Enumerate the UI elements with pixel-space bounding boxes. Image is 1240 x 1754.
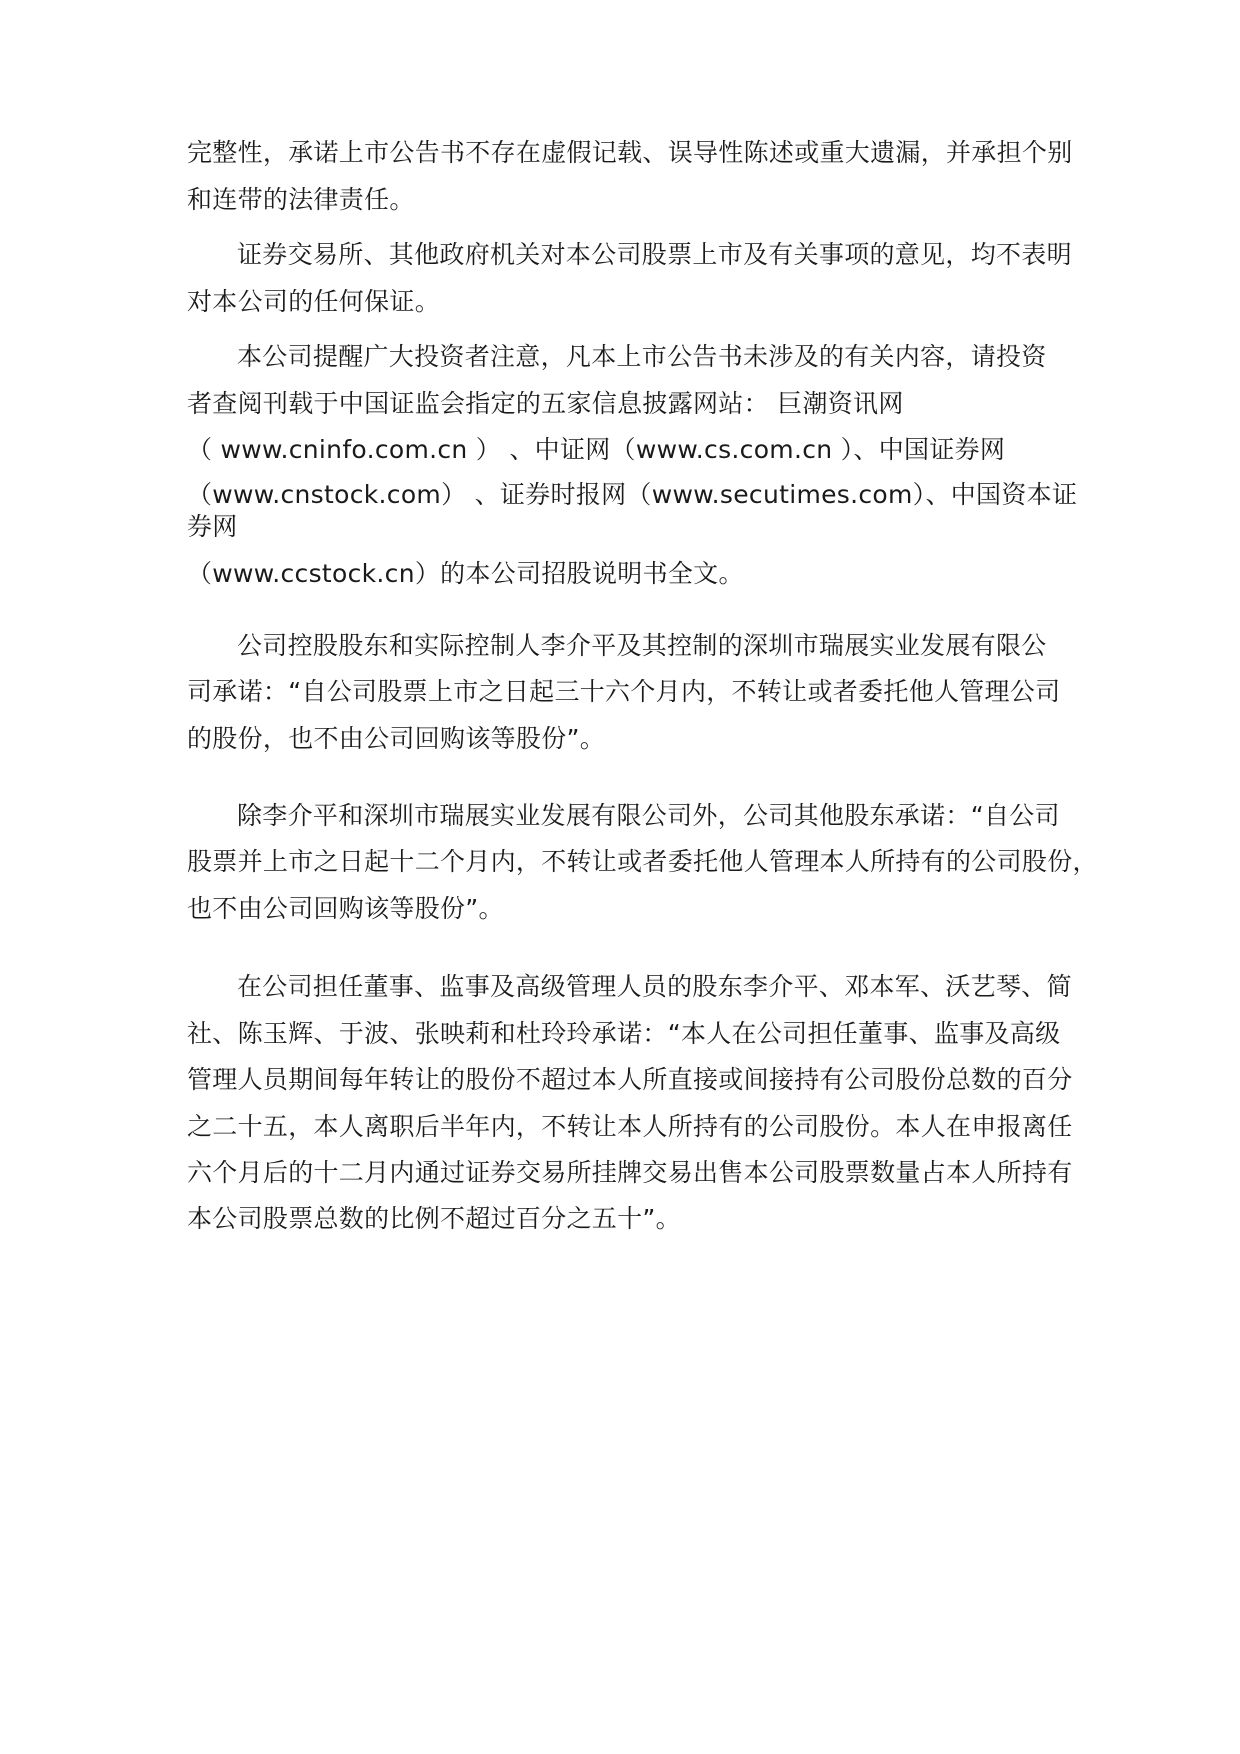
text-line: 管理人员期间每年转让的股份不超过本人所直接或间接持有公司股份总数的百分 <box>187 1065 1073 1094</box>
text-line: 之二十五，本人离职后半年内，不转让本人所持有的公司股份。本人在申报离任 <box>187 1112 1073 1141</box>
text-line: 完整性，承诺上市公告书不存在虚假记载、误导性陈述或重大遗漏，并承担个别 <box>187 138 1073 167</box>
text-line: （www.cnstock.com） 、证券时报网（www.secutimes.com）、中国资本证 <box>187 480 1078 509</box>
text-line: 除李介平和深圳市瑞展实业发展有限公司外，公司其他股东承诺：“自公司 <box>237 801 1060 830</box>
text-line: 也不由公司回购该等股份”。 <box>187 894 504 923</box>
text-line: 六个月后的十二月内通过证券交易所挂牌交易出售本公司股票数量占本人所持有 <box>187 1158 1073 1187</box>
text-line: 证券交易所、其他政府机关对本公司股票上市及有关事项的意见，均不表明 <box>237 240 1072 269</box>
text-line: 公司控股股东和实际控制人李介平及其控制的深圳市瑞展实业发展有限公 <box>237 631 1047 660</box>
text-line: 者查阅刊载于中国证监会指定的五家信息披露网站： 巨潮资讯网 <box>187 389 904 418</box>
text-line: （www.ccstock.cn）的本公司招股说明书全文。 <box>187 559 744 588</box>
text-line: 在公司担任董事、监事及高级管理人员的股东李介平、邓本军、沃艺琴、简 <box>237 972 1072 1001</box>
text-line: 本公司股票总数的比例不超过百分之五十”。 <box>187 1204 681 1233</box>
text-line: 股票并上市之日起十二个月内，不转让或者委托他人管理本人所持有的公司股份， <box>187 847 1098 876</box>
text-line: 和连带的法律责任。 <box>187 185 415 214</box>
text-line: 对本公司的任何保证。 <box>187 287 441 316</box>
text-line: 司承诺：“自公司股票上市之日起三十六个月内，不转让或者委托他人管理公司 <box>187 677 1061 706</box>
text-line: 券网 <box>187 512 238 541</box>
text-line: 的股份，也不由公司回购该等股份”。 <box>187 724 606 753</box>
text-line: 本公司提醒广大投资者注意，凡本上市公告书未涉及的有关内容，请投资 <box>237 342 1047 371</box>
text-line: 社、陈玉辉、于波、张映莉和杜玲玲承诺：“本人在公司担任董事、监事及高级 <box>187 1019 1061 1048</box>
text-line: （ www.cninfo.com.cn ） 、中证网（www.cs.com.cn ）、中国证券网 <box>187 435 1006 464</box>
